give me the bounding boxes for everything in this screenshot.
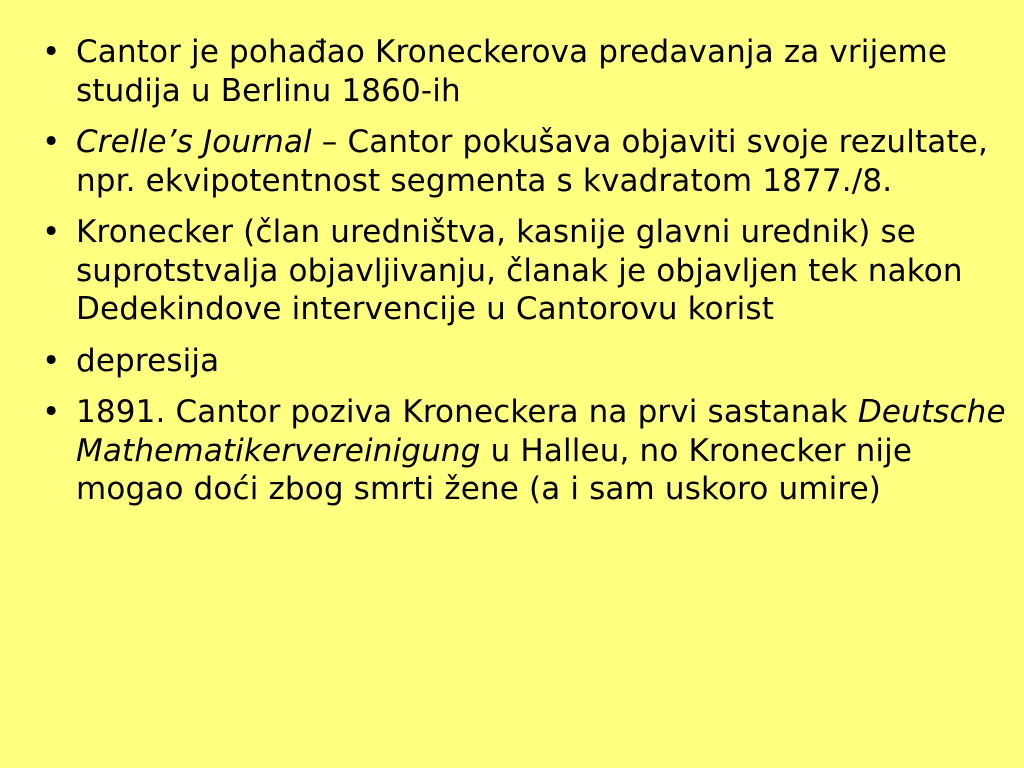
society-name: Deutsche Mathematikervereinigung [76, 394, 1006, 469]
bullet-icon: • [42, 124, 61, 160]
bullet-text [76, 393, 1011, 509]
bullet-item-1891-meeting [42, 393, 1004, 509]
bullet-icon: • [42, 394, 61, 430]
bullet-text-before: 1891. Cantor poziva Kroneckera na prvi sastanak [76, 394, 858, 430]
bullet-item-kronecker-lectures [42, 33, 1004, 110]
bullet-icon: • [42, 342, 61, 379]
bullet-icon: • [42, 34, 61, 70]
bullet-text-after: u Halleu, no Kronecker nije mogao doći zbog smrti žene (a i sam uskoro umire) [76, 432, 913, 507]
bullet-item-crelles-journal [42, 123, 1004, 200]
bullet-text-main: – Cantor pokušava objaviti svoje rezultate, npr. ekvipotentnost segmenta s kvadratom 1877./8. [76, 124, 988, 199]
journal-title: Crelle’s Journal [76, 124, 312, 160]
bullet-text-main: Cantor je pohađao Kroneckerova predavanja za vrijeme studija u Berlinu 1860-ih [76, 34, 948, 109]
bullet-item-depression [42, 342, 1004, 381]
bullet-item-kronecker-opposition [42, 213, 1004, 329]
bullet-text [76, 342, 1011, 381]
bullet-icon: • [42, 214, 61, 250]
bullet-text-main: Kronecker (član uredništva, kasnije glavni urednik) se suprotstvalja objavljivanju, članak je objavljen tek nakon Dedekindove intervencije u Cantorovu korist [76, 214, 963, 327]
bullet-list [42, 33, 1004, 509]
bullet-text [76, 123, 1011, 200]
bullet-text-main: depresija [76, 342, 220, 379]
bullet-text [76, 213, 1011, 329]
bullet-text [76, 33, 1011, 110]
